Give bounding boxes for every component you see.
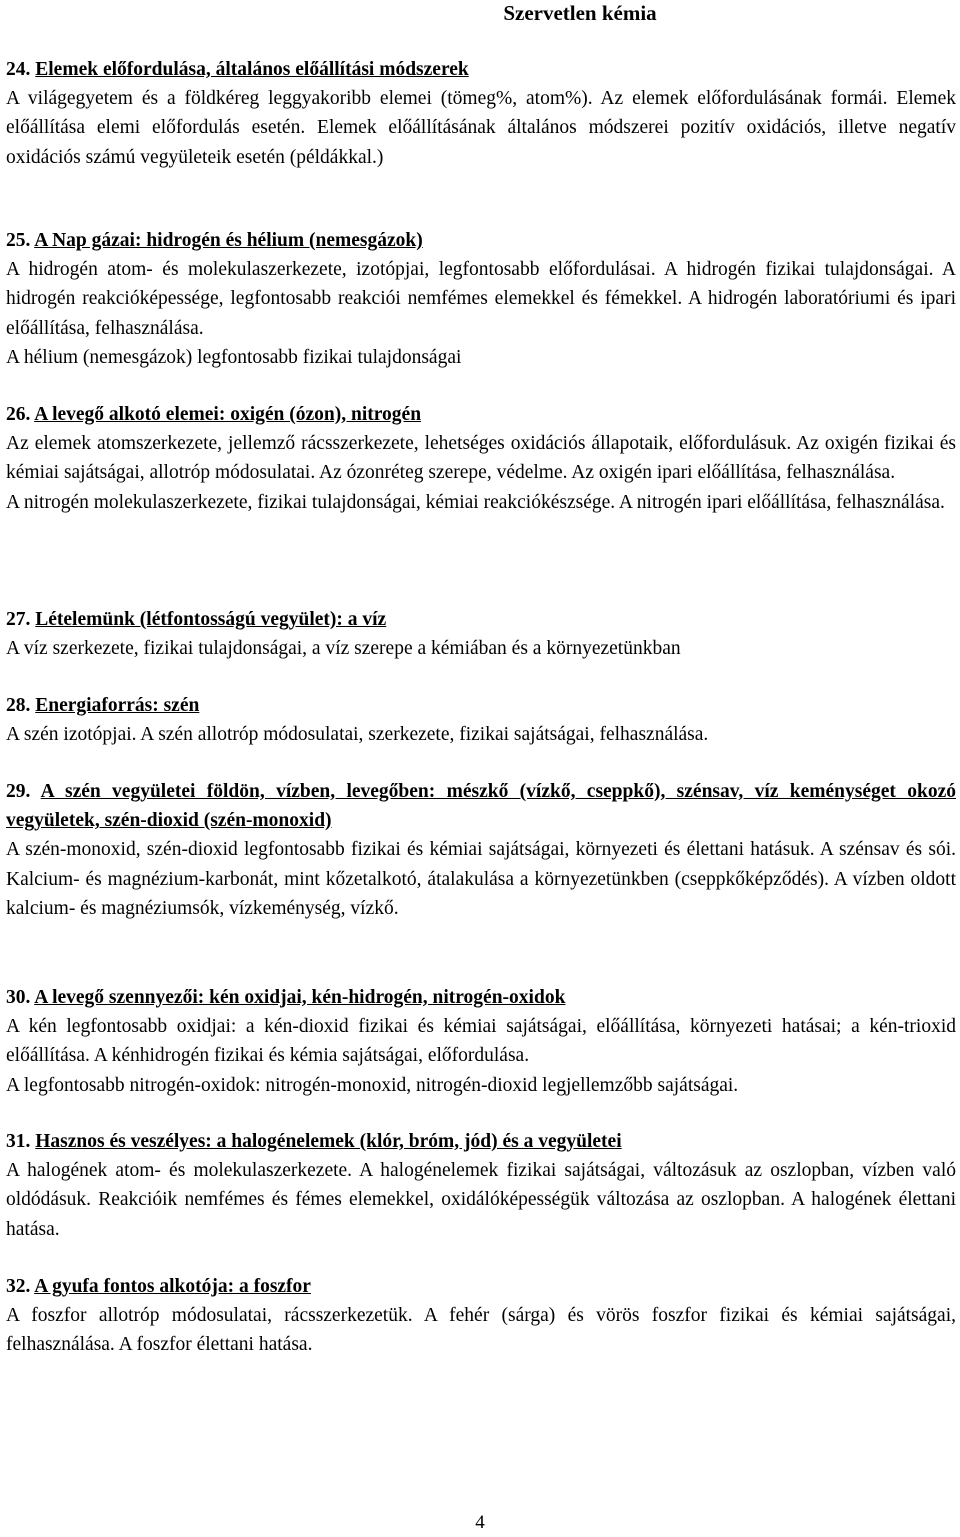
page-number: 4 bbox=[475, 1512, 485, 1533]
section-32 bbox=[6, 1272, 956, 1360]
section-paragraph: A hidrogén atom- és molekulaszerkezete, izotópjai, legfontosabb előfordulásai. A hidrogén fizikai tulajdonságai. A hidrogén reakcióképessége, legfontosabb reakciói nemfémes elemekkel és fémekkel. A hidrogén laboratóriumi és ipari előállítása, felhasználása. bbox=[6, 259, 956, 339]
section-26 bbox=[6, 400, 956, 517]
section-paragraph: A szén-monoxid, szén-dioxid legfontosabb fizikai és kémiai sajátságai, környezeti és élettani hatásuk. A szénsav és sói. Kalcium- és magnézium-karbonát, mint kőzetalkotó, átalakulása a környezetünkben (cseppkőképződés). A vízben oldott kalcium- és magnéziumsók, vízkeménység, vízkő. bbox=[6, 839, 956, 919]
section-paragraph: A szén izotópjai. A szén allotróp módosulatai, szerkezete, fizikai sajátságai, felhasználása. bbox=[6, 724, 709, 746]
page-header bbox=[0, 0, 960, 26]
section-paragraph: A foszfor allotróp módosulatai, rácsszerkezetük. A fehér (sárga) és vörös foszfor fizikai és kémiai sajátságai, felhasználása. A foszfor élettani hatása. bbox=[6, 1305, 956, 1356]
section-title: 27. Lételemünk (létfontosságú vegyület): a víz bbox=[6, 609, 387, 630]
section-title: 32. A gyufa fontos alkotója: a foszfor bbox=[6, 1276, 311, 1297]
section-paragraph: Az elemek atomszerkezete, jellemző rácsszerkezete, lehetséges oxidációs állapotaik, előfordulásuk. Az oxigén fizikai és kémiai sajátságai, allotróp módosulatai. Az ózonréteg szerepe, védelme. Az oxigén ipari előállítása, felhasználása. bbox=[6, 433, 956, 484]
section-title: 24. Elemek előfordulása, általános előállítási módszerek bbox=[6, 59, 469, 80]
section-28 bbox=[6, 691, 956, 749]
section-title: 30. A levegő szennyezői: kén oxidjai, kén-hidrogén, nitrogén-oxidok bbox=[6, 987, 566, 1008]
section-paragraph: A világegyetem és a földkéreg leggyakoribb elemei (tömeg%, atom%). Az elemek előfordulásának formái. Elemek előállítása elemi előfordulás esetén. Elemek előállításának általános módszerei pozitív oxidációs, illetve negatív oxidációs számú vegyületeik esetén (példákkal.) bbox=[6, 88, 956, 168]
section-paragraph: A halogének atom- és molekulaszerkezete. A halogénelemek fizikai sajátságai, változásuk az oszlopban, vízben való oldódásuk. Reakcióik nemfémes és fémes elemekkel, oxidálóképességük változása az oszlopban. A halogének élettani hatása. bbox=[6, 1160, 956, 1240]
section-paragraph: A nitrogén molekulaszerkezete, fizikai tulajdonságai, kémiai reakciókészsége. A nitrogén ipari előállítása, felhasználása. bbox=[6, 491, 945, 513]
section-27 bbox=[6, 605, 956, 663]
section-title: 28. Energiaforrás: szén bbox=[6, 695, 200, 716]
section-24 bbox=[6, 55, 956, 172]
section-paragraph: A víz szerkezete, fizikai tulajdonságai, a víz szerepe a kémiában és a környezetünkban bbox=[6, 638, 681, 660]
section-title: 26. A levegő alkotó elemei: oxigén (ózon), nitrogén bbox=[6, 404, 422, 425]
section-title: 31. Hasznos és veszélyes: a halogénelemek (klór, bróm, jód) és a vegyületei bbox=[6, 1131, 622, 1152]
section-30 bbox=[6, 983, 956, 1100]
page-title: Szervetlen kémia bbox=[503, 1, 657, 25]
section-title: 29. A szén vegyületei földön, vízben, levegőben: mészkő (vízkő, cseppkő), szénsav, víz keménységet okozó vegyületek, szén-dioxid (szén-monoxid) bbox=[6, 781, 956, 832]
page-footer bbox=[0, 1512, 960, 1534]
section-paragraph: A legfontosabb nitrogén-oxidok: nitrogén-monoxid, nitrogén-dioxid legjellemzőbb sajátságai. bbox=[6, 1074, 739, 1096]
section-paragraph: A hélium (nemesgázok) legfontosabb fizikai tulajdonságai bbox=[6, 346, 462, 368]
section-29 bbox=[6, 777, 956, 923]
section-title: 25. A Nap gázai: hidrogén és hélium (nemesgázok) bbox=[6, 230, 423, 251]
section-31 bbox=[6, 1127, 956, 1244]
section-25 bbox=[6, 226, 956, 372]
section-paragraph: A kén legfontosabb oxidjai: a kén-dioxid fizikai és kémiai sajátságai, előállítása, környezeti hatásai; a kén-trioxid előállítása. A kénhidrogén fizikai és kémia sajátságai, előfordulása. bbox=[6, 1016, 956, 1067]
